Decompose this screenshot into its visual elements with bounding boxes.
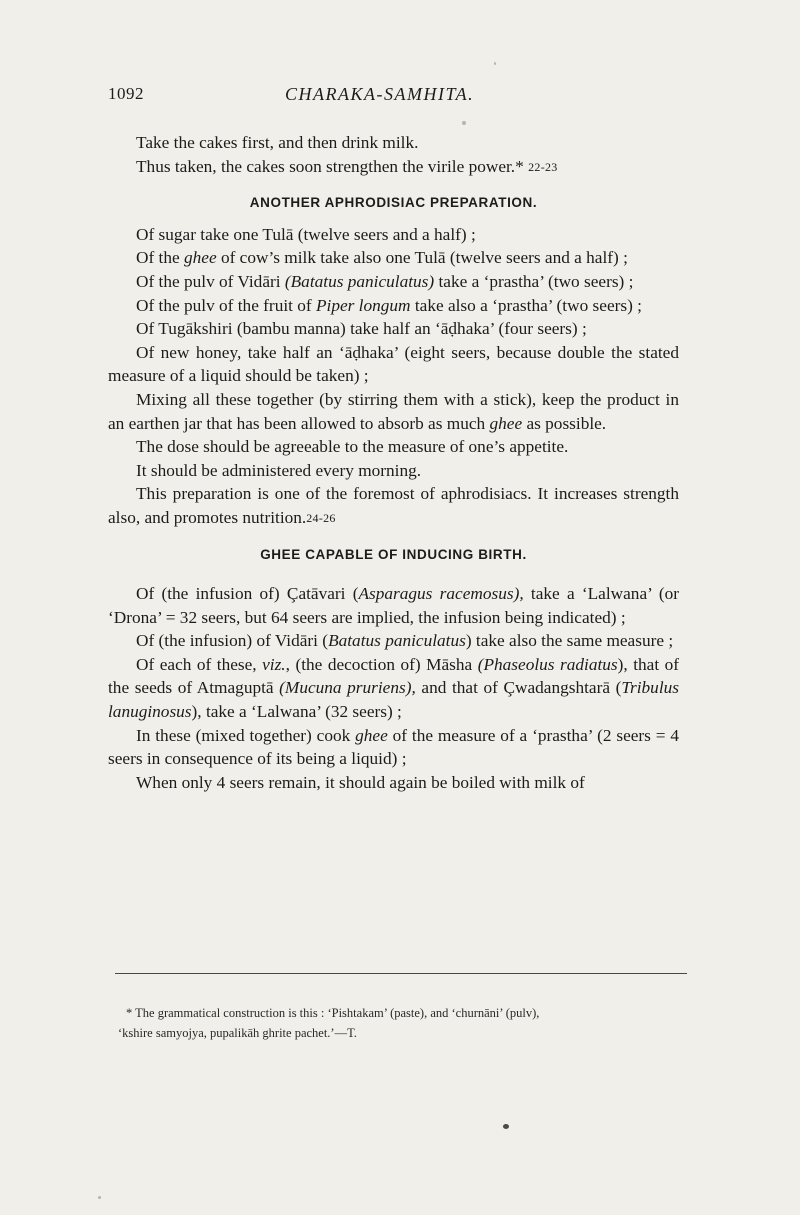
text-run: It should be administered every morning. <box>136 460 422 480</box>
text-run: Of (the infusion of) Çatāvari ( <box>136 584 359 604</box>
text-run: Of (the infusion) of Vidāri ( <box>136 631 329 651</box>
text-run: ), that of the seeds of Atmaguptā <box>108 654 680 698</box>
text-run: Of new honey, take half an ‘āḍhaka’ (eight seers, because double the stated measure of a liquid should be taken) ; <box>108 342 679 386</box>
text-run: Of the <box>136 248 184 268</box>
ink-speck <box>503 1124 509 1129</box>
text-run: Of the pulv of Vidāri <box>136 271 285 291</box>
paragraph <box>108 435 679 459</box>
text-run: ) take also the same measure ; <box>465 631 674 651</box>
text-run: and that of Çwadangshtarā ( <box>415 678 622 698</box>
italic-text: viz. <box>262 654 286 674</box>
italic-text: Batatus paniculatus <box>328 631 466 651</box>
paragraph <box>108 724 679 771</box>
italic-text: ghee <box>489 413 523 433</box>
paragraph <box>108 629 679 653</box>
text-run: , (the decoction of) Māsha <box>285 654 478 674</box>
ink-speck <box>98 1196 101 1199</box>
footnote-rule <box>115 973 687 974</box>
page-number: 1092 <box>108 84 144 103</box>
italic-text: ghee <box>355 725 388 745</box>
paragraph <box>108 653 679 724</box>
paragraph <box>108 582 679 629</box>
section-heading: ANOTHER APHRODISIAC PREPARATION. <box>249 195 538 211</box>
text-run: take a ‘Lalwana’ (or ‘Drona’ = 32 seers, but 64 seers are implied, the infusion being indicated) ; <box>108 584 679 627</box>
running-title: CHARAKA-SAMHITA. <box>285 84 475 104</box>
ink-speck <box>494 62 496 65</box>
footnote <box>118 1003 688 1043</box>
section-heading: GHEE CAPABLE OF INDUCING BIRTH. <box>260 546 527 562</box>
italic-text: Tribulus lanuginosus <box>108 678 679 722</box>
paragraph <box>108 270 679 294</box>
text-run: take a ‘prastha’ (two seers) ; <box>434 271 634 291</box>
text-run: of cow’s milk take also one Tulā (twelve seers and a half) ; <box>216 248 628 268</box>
paragraph <box>108 341 679 388</box>
italic-text: Piper longum <box>315 295 411 315</box>
page-header <box>108 84 688 110</box>
verse-reference: 22-23 <box>528 159 558 174</box>
italic-text: (Batatus paniculatus) <box>284 271 435 291</box>
paragraph <box>108 459 679 483</box>
paragraph <box>108 482 679 530</box>
italic-text: (Phaseolus radiatus <box>477 654 618 674</box>
paragraph <box>108 317 679 341</box>
paragraph <box>108 771 679 795</box>
text-run: as possible. <box>522 413 607 433</box>
italic-text: ghee <box>184 248 217 268</box>
text-run: Of the pulv of the fruit of <box>136 295 316 315</box>
text-run: ), take a ‘Lalwana’ (32 seers) ; <box>191 702 402 722</box>
text-run: Take the cakes first, and then drink milk. <box>136 133 419 152</box>
text-run: This preparation is one of the foremost of aphrodisiacs. It increases strength also, and promotes nutrition. <box>108 484 679 527</box>
text-run: Of sugar take one Tulā (twelve seers and a half) ; <box>136 224 476 244</box>
paragraph <box>108 131 679 155</box>
footnote-line-1: * The grammatical construction is this : ‘Pishtakam’ (paste), and ‘churnāni’ (pulv), <box>126 1006 540 1020</box>
footnote-line-2: ‘kshire samyojya, pupalikāh ghrite pachet.’—T. <box>118 1026 357 1040</box>
text-run: The dose should be agreeable to the measure of one’s appetite. <box>136 437 569 457</box>
text-run: Of each of these, <box>136 654 263 674</box>
italic-text: Asparagus racemosus), <box>358 584 524 604</box>
text-run: Of Tugākshiri (bambu manna) take half an ‘āḍhaka’ (four seers) ; <box>136 319 587 339</box>
text-run: When only 4 seers remain, it should again be boiled with milk of <box>136 772 585 792</box>
paragraph <box>108 223 679 247</box>
ink-speck <box>462 121 466 125</box>
italic-text: (Mucuna pruriens), <box>279 678 416 698</box>
paragraph <box>108 246 679 270</box>
paragraph <box>108 388 679 435</box>
body-text <box>108 131 679 794</box>
text-run: take also a ‘prastha’ (two seers) ; <box>410 295 642 315</box>
paragraph <box>108 294 679 318</box>
paragraph <box>108 155 679 180</box>
text-run: Mixing all these together (by stirring them with a stick), keep the product in an earthen jar that has been allowed to absorb as much <box>108 389 679 433</box>
text-run: of the measure of a ‘prastha’ (2 seers = 4 seers in consequence of its being a liquid) ; <box>108 725 679 769</box>
verse-reference: 24-26 <box>306 510 336 525</box>
text-run: In these (mixed together) cook <box>136 725 356 745</box>
text-run: Thus taken, the cakes soon strengthen the virile power.* <box>136 156 529 176</box>
